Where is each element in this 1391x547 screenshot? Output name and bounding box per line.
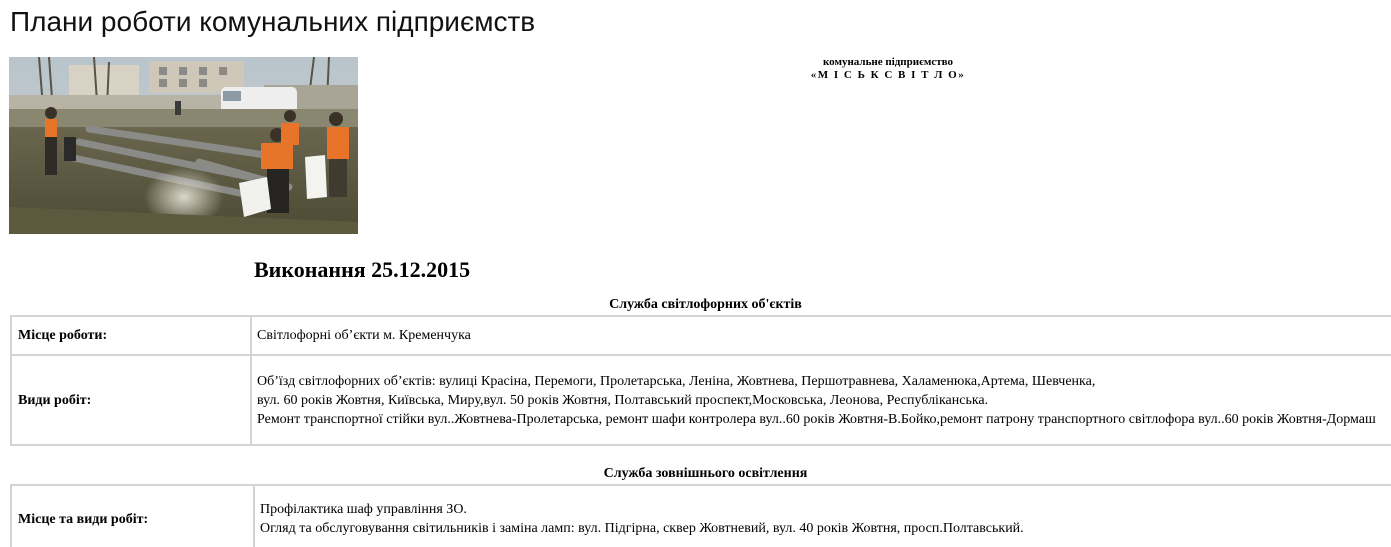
organization-type: комунальне підприємство	[822, 56, 954, 68]
row-value-line: Світлофорні об’єкти м. Кременчука	[257, 328, 471, 343]
row-value-line: Профілактика шаф управління ЗО.	[260, 502, 467, 517]
row-value-line: Огляд та обслуговування світильників і заміна ламп: вул. Підгірна, сквер Жовтневий, вул. 40 років Жовтня, просп.Полтавський.	[260, 521, 1024, 536]
section-title-outdoor-lighting: Служба зовнішнього освітлення	[603, 466, 808, 481]
workers-photo	[9, 57, 358, 234]
outdoor-lighting-table	[10, 484, 1391, 547]
row-value	[251, 355, 1391, 445]
organization-header	[740, 56, 1036, 82]
table-row	[11, 316, 1391, 355]
table-row	[11, 355, 1391, 445]
traffic-lights-table	[10, 315, 1391, 446]
row-label: Види робіт:	[11, 355, 251, 445]
row-label: Місце та види робіт:	[11, 485, 254, 547]
row-value-line: Ремонт транспортної стійки вул..Жовтнева-Пролетарська, ремонт шафи контролера вул..60 років Жовтня-В.Бойко,ремонт патрону транспортного світлофора вул..60 років Жовтня-Дормаш	[257, 411, 1376, 427]
table-row	[11, 485, 1391, 547]
organization-name: «М І С Ь К С В І Т Л О»	[810, 69, 966, 81]
row-value	[254, 485, 1391, 547]
row-value	[251, 316, 1391, 355]
row-value-line: Об’їзд світлофорних об’єктів: вулиці Красіна, Перемоги, Пролетарська, Леніна, Жовтнева, Першотравнева, Халаменюка,Артема, Шевченка,	[257, 373, 1096, 389]
execution-title: Виконання 25.12.2015	[254, 257, 471, 282]
row-value-line: вул. 60 років Жовтня, Київська, Миру,вул. 50 років Жовтня, Полтавський проспект,Московська, Леонова, Республіканська.	[257, 392, 989, 408]
section-title-traffic-lights: Служба світлофорних об'єктів	[609, 297, 802, 312]
page-title: Плани роботи комунальних підприємств	[10, 6, 536, 37]
row-label: Місце роботи:	[11, 316, 251, 355]
